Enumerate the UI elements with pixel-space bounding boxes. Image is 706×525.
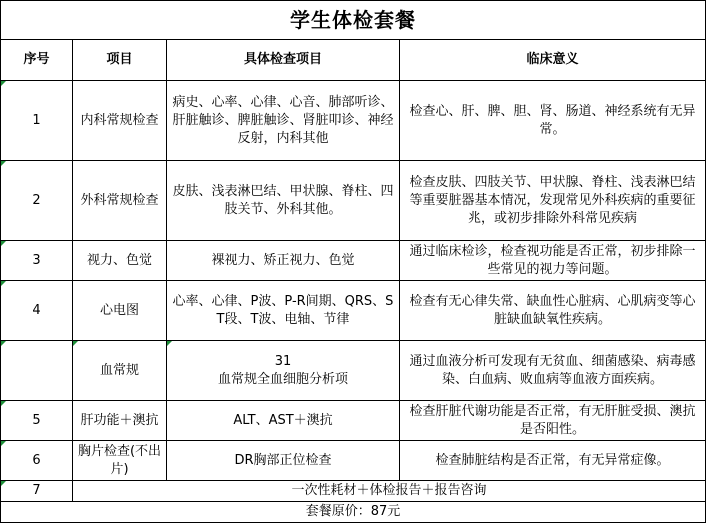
- detail-code: 31: [274, 353, 292, 369]
- row-no: 5: [1, 401, 73, 441]
- row-meaning: 检查肺脏结构是否正常，有无异常症像。: [400, 441, 706, 481]
- header-no: 序号: [1, 40, 73, 81]
- row-no: 4: [1, 281, 73, 341]
- row-item: 内科常规检查: [73, 81, 167, 161]
- table-row: [1, 441, 706, 481]
- row-meaning: 通过临床检诊，检查视功能是否正常，初步排除一些常见的视力等问题。: [400, 241, 706, 281]
- table-title: 学生体检套餐: [1, 1, 706, 40]
- row-detail: DR胸部正位检查: [167, 441, 400, 481]
- table-row: [1, 481, 706, 502]
- table-row: [1, 281, 706, 341]
- row-meaning: 检查有无心律失常、缺血性心脏病、心肌病变等心脏缺血缺氧性疾病。: [400, 281, 706, 341]
- row-no: 6: [1, 441, 73, 481]
- row-merged: 一次性耗材＋体检报告＋报告咨询: [73, 481, 706, 502]
- row-no: [1, 341, 73, 401]
- header-meaning: 临床意义: [400, 40, 706, 81]
- header-detail: 具体检查项目: [167, 40, 400, 81]
- row-detail: ALT、AST＋澳抗: [167, 401, 400, 441]
- table-row: [1, 341, 706, 401]
- row-item: 肝功能＋澳抗: [73, 401, 167, 441]
- row-item: 胸片检查(不出片): [73, 441, 167, 481]
- detail-text: 血常规全血细胞分析项: [217, 371, 348, 387]
- package-price: 套餐原价：87元: [1, 502, 706, 523]
- row-meaning: 检查皮肤、四肢关节、甲状腺、脊柱、浅表淋巴结等重要脏器基本情况，发现常见外科疾病的重要征兆，或初步排除外科常见疾病: [400, 161, 706, 241]
- row-item: 心电图: [73, 281, 167, 341]
- row-no: 1: [1, 81, 73, 161]
- row-detail: 皮肤、浅表淋巴结、甲状腺、脊柱、四肢关节、外科其他。: [167, 161, 400, 241]
- header-row: [1, 40, 706, 81]
- table-row: [1, 81, 706, 161]
- row-no: 7: [1, 481, 73, 502]
- row-meaning: 检查心、肝、脾、胆、肾、肠道、神经系统有无异常。: [400, 81, 706, 161]
- row-detail: 裸视力、矫正视力、色觉: [167, 241, 400, 281]
- row-meaning: 通过血液分析可发现有无贫血、细菌感染、病毒感染、白血病、败血病等血液方面疾病。: [400, 341, 706, 401]
- row-item: 视力、色觉: [73, 241, 167, 281]
- header-item: 项目: [73, 40, 167, 81]
- row-item: 外科常规检查: [73, 161, 167, 241]
- row-detail: 心率、心律、P波、P-R间期、QRS、ST段、T波、电轴、节律: [167, 281, 400, 341]
- footer-row: [1, 502, 706, 523]
- row-no: 3: [1, 241, 73, 281]
- row-detail: [167, 341, 400, 401]
- row-no: 2: [1, 161, 73, 241]
- table-row: [1, 241, 706, 281]
- row-meaning: 检查肝脏代谢功能是否正常，有无肝脏受损、澳抗是否阳性。: [400, 401, 706, 441]
- table-row: [1, 401, 706, 441]
- table-row: [1, 161, 706, 241]
- row-item: 血常规: [73, 341, 167, 401]
- row-detail: 病史、心率、心律、心音、肺部听诊、肝脏触诊、脾脏触诊、肾脏叩诊、神经反射，内科其他: [167, 81, 400, 161]
